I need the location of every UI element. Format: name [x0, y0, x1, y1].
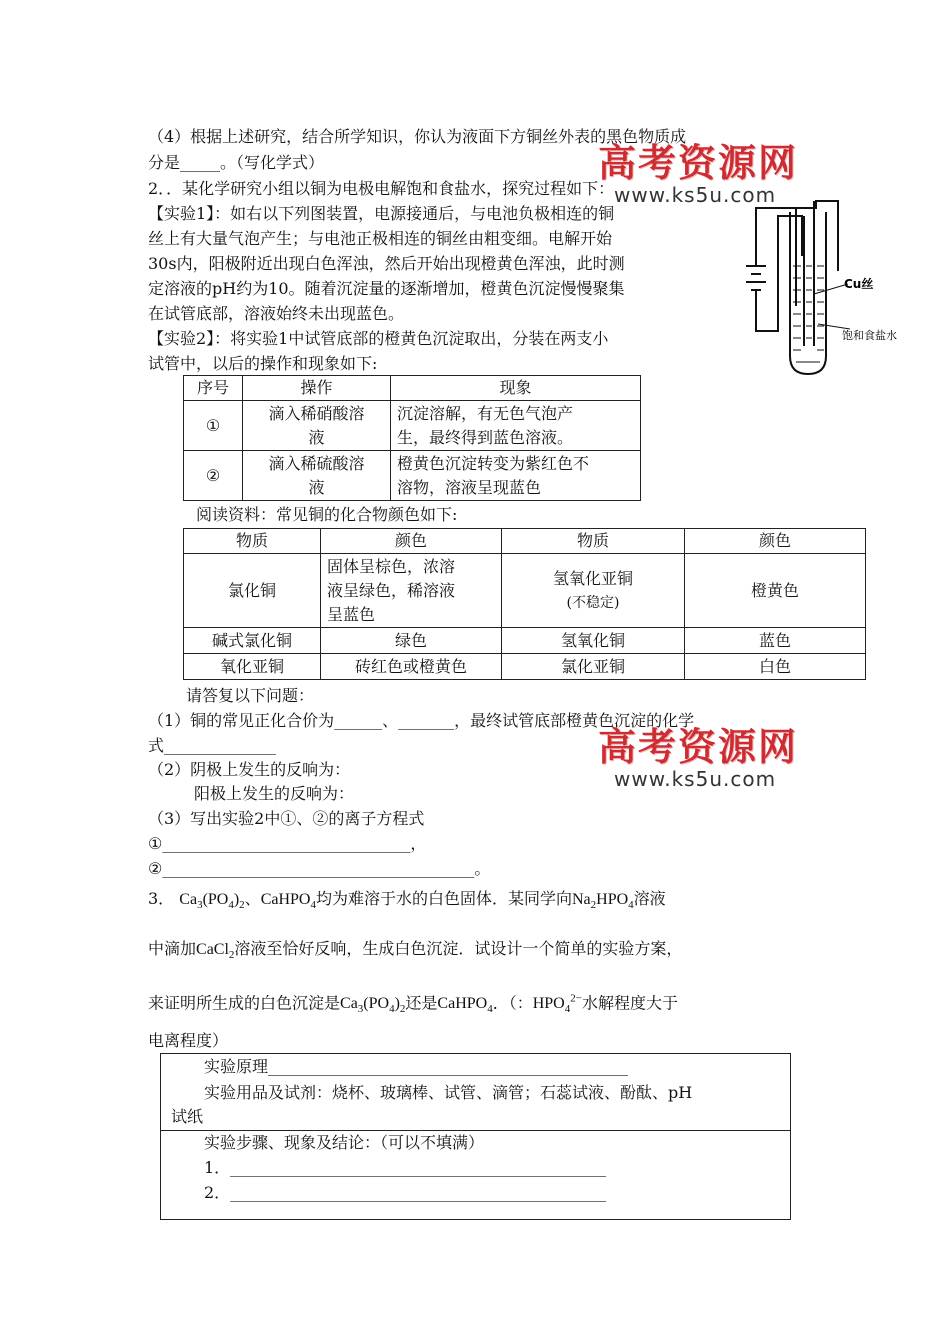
q3-line-1: [148, 884, 666, 920]
formula-hpo4-ion: $HPO_4^{2-}$: [532, 993, 582, 1016]
table-cell: 氧化亚铜: [184, 654, 321, 680]
table-cell: 碱式氯化铜: [184, 628, 321, 654]
watermark-logo: [598, 716, 798, 791]
formula-ca3po42: $Ca_3(PO_4)_2$: [340, 995, 406, 1016]
table-cell: 溶物，溶液呈现蓝色: [397, 477, 542, 497]
watermark-text: 高考资源网: [598, 725, 799, 769]
exp1-line: 【实验1】：如右以下列图装置，电源接通后，与电池负极相连的铜: [148, 204, 615, 223]
table-cell: 氯化铜: [184, 554, 321, 628]
q4-line-1: （4）根据上述研究，结合所学知识，你认为液面下方铜丝外表的黑色物质成: [148, 127, 687, 146]
question-line: （1）铜的常见正化合价为______、_______，最终试管底部橙黄色沉淀的化学: [148, 711, 695, 730]
answer-prompt: 请答复以下问题：: [186, 686, 315, 705]
table-row: [184, 554, 866, 628]
watermark-url: www.ks5u.com: [614, 183, 777, 207]
step-line: 1．_______________________________________________: [204, 1158, 607, 1177]
q3-line-2: [148, 934, 682, 970]
question-line: （3）写出实验2中①、②的离子方程式: [148, 809, 425, 828]
steps-heading: 实验步骤、现象及结论：（可以不填满）: [204, 1133, 485, 1152]
formula-cahpo4: CaHPO$_4$: [260, 891, 316, 912]
table-row: [184, 628, 866, 654]
table-header: 物质: [502, 529, 685, 554]
q3-text: 溶液: [633, 889, 666, 908]
watermark-logo: [598, 132, 798, 207]
table-cell: 氢氧化铜: [502, 628, 685, 654]
watermark-url: www.ks5u.com: [614, 767, 777, 791]
table-header: 颜色: [321, 529, 502, 554]
table-header: 颜色: [685, 529, 866, 554]
table-header: 序号: [184, 376, 243, 401]
table-row: [184, 401, 641, 451]
question-line: （2）阴极上发生的反响为：: [148, 760, 351, 779]
exp1-line: 定溶液的pH约为10。随着沉淀量的逐渐增加，橙黄色沉淀慢慢聚集: [148, 279, 625, 298]
formula-ca3po42: $Ca_3(PO_4)_2$: [179, 891, 245, 912]
reading-material: 阅读资料：常见铜的化合物颜色如下:: [196, 505, 458, 524]
supplies-line: 试纸: [171, 1107, 204, 1126]
table-cell: 液: [308, 427, 325, 447]
question-line: ②_______________________________________。: [148, 859, 491, 878]
table-cell: 绿色: [321, 628, 502, 654]
q3-line-4: 电离程度）: [148, 1031, 229, 1050]
table-cell: 液呈绿色，稀溶液: [327, 580, 456, 600]
table-header: 现象: [391, 376, 641, 401]
table-cell: 橙黄色: [685, 554, 866, 628]
experiment-2-table: [183, 375, 641, 501]
step-line: 2．_______________________________________________: [204, 1183, 607, 1202]
exp2-line: 试管中，以后的操作和现象如下:: [148, 354, 378, 373]
table-cell: 沉淀溶解，有无色气泡产: [397, 403, 574, 423]
table-cell: 滴入稀硝酸溶: [268, 403, 365, 423]
table-cell: 固体呈棕色，浓溶: [327, 556, 456, 576]
exp2-line: 【实验2】：将实验1中试管底部的橙黄色沉淀取出，分装在两支小: [148, 329, 609, 348]
exp1-line: 30s内，阳极附近出现白色浑浊，然后开始出现橙黄色浑浊，此时测: [148, 254, 625, 273]
q3-number: 3．: [148, 889, 175, 908]
supplies-line: 实验用品及试剂：烧杯、玻璃棒、试管、滴管；石蕊试液、酚酞、pH: [204, 1083, 693, 1102]
table-cell: 呈蓝色: [327, 604, 376, 624]
table-cell: 氢氧化亚铜: [552, 568, 633, 588]
table-row: [184, 451, 641, 501]
q3-text: ．（：: [492, 993, 533, 1013]
q2-intro: 2．．某化学研究小组以铜为电极电解饱和食盐水，探究过程如下：: [148, 179, 615, 198]
table-row: [184, 654, 866, 680]
cu-wire-label: Cu丝: [844, 277, 874, 291]
table-cell: 氯化亚铜: [502, 654, 685, 680]
table-cell: ①: [184, 401, 243, 451]
question-line: 式______________: [148, 736, 277, 755]
table-header: 物质: [184, 529, 321, 554]
electrolysis-apparatus-diagram: [738, 196, 918, 381]
q3-text: 溶液至恰好反响，生成白色沉淀．试设计一个简单的实验方案，: [234, 939, 683, 958]
q3-text: 中滴加: [148, 939, 197, 958]
q4-line-2: 分是_____。（写化学式）: [148, 153, 325, 172]
table-cell: 蓝色: [685, 628, 866, 654]
table-cell: 液: [308, 477, 325, 497]
table-header: 操作: [243, 376, 391, 401]
question-line: 阳极上发生的反响为：: [194, 784, 355, 803]
table-cell: (不稳定): [566, 594, 620, 611]
experiment-design-box: [160, 1053, 791, 1220]
q3-text: 水解程度大于: [581, 993, 678, 1013]
copper-compounds-table: [183, 528, 866, 680]
formula-cahpo4: CaHPO$_4$: [437, 995, 493, 1016]
table-cell: 橙黄色沉淀转变为紫红色不: [397, 453, 590, 473]
q3-text: 均为难溶于水的白色固体．某同学向: [315, 889, 572, 908]
table-cell: 砖红色或橙黄色: [321, 654, 502, 680]
exp1-line: 丝上有大量气泡产生；与电池正极相连的铜丝由粗变细。电解开始: [148, 229, 613, 248]
principle-line: 实验原理_____________________________________________: [204, 1057, 629, 1076]
q3-text: 、: [244, 889, 261, 908]
q3-line-3: [148, 984, 678, 1025]
table-cell: 白色: [685, 654, 866, 680]
q3-text: 来证明所生成的白色沉淀是: [148, 993, 341, 1013]
exp1-line: 在试管底部，溶液始终未出现蓝色。: [148, 304, 405, 323]
watermark-text: 高考资源网: [598, 141, 799, 185]
question-line: ①_______________________________，: [148, 834, 427, 853]
table-cell: 生，最终得到蓝色溶液。: [397, 427, 574, 447]
q3-text: 还是: [405, 993, 438, 1013]
formula-cacl2: CaCl$_2$: [196, 941, 235, 962]
table-cell: ②: [184, 451, 243, 501]
brine-label: 饱和食盐水: [842, 329, 897, 342]
formula-na2hpo4: $Na_2HPO_4$: [571, 891, 634, 912]
table-cell: 滴入稀硫酸溶: [268, 453, 365, 473]
